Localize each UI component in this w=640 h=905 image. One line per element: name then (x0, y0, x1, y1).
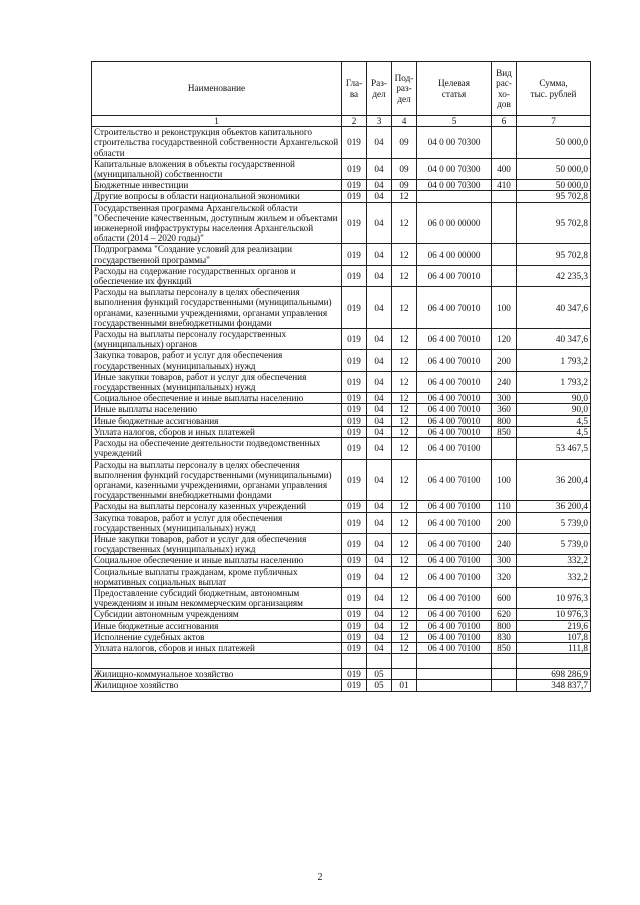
col-number: 3 (367, 116, 392, 127)
cell-glava: 019 (342, 512, 367, 533)
cell-vid (492, 191, 517, 202)
cell-name: Государственная программа Архангельской области "Обеспечение качественным, доступным жильем и объектами инженерной инфраструктуры населения Архангельской области (2014 – 2020 годы)" (92, 202, 342, 244)
cell-target: 06 4 00 70010 (417, 265, 492, 286)
cell-razdel: 04 (367, 191, 392, 202)
table-row (92, 350, 591, 371)
cell-podrazdel: 12 (392, 404, 417, 415)
cell-vid: 800 (492, 415, 517, 426)
cell-glava: 019 (342, 244, 367, 265)
cell-glava (342, 654, 367, 669)
cell-sum: 50 000,0 (517, 158, 591, 179)
header-podrazdel: Под- раз- дел (392, 62, 417, 116)
cell-sum: 4,5 (517, 426, 591, 437)
cell-target: 04 0 00 70300 (417, 158, 492, 179)
cell-target (417, 680, 492, 691)
table-row (92, 609, 591, 620)
col-number: 6 (492, 116, 517, 127)
cell-target: 06 4 00 70100 (417, 438, 492, 459)
cell-sum: 95 702,8 (517, 191, 591, 202)
cell-vid (492, 127, 517, 159)
cell-vid: 410 (492, 180, 517, 191)
cell-target: 06 0 00 00000 (417, 202, 492, 244)
cell-podrazdel: 12 (392, 415, 417, 426)
cell-vid: 600 (492, 587, 517, 608)
cell-sum: 219,6 (517, 620, 591, 631)
cell-razdel: 04 (367, 244, 392, 265)
table-row (92, 566, 591, 587)
cell-sum: 348 837,7 (517, 680, 591, 691)
cell-podrazdel: 12 (392, 393, 417, 404)
header-sum: Сумма, тыс. рублей (517, 62, 591, 116)
cell-sum: 36 200,4 (517, 459, 591, 501)
header-vid: Вид рас- хо- дов (492, 62, 517, 116)
table-row (92, 555, 591, 566)
cell-vid: 100 (492, 287, 517, 329)
cell-vid: 830 (492, 631, 517, 642)
cell-name (92, 654, 342, 669)
table-row (92, 438, 591, 459)
table-row (92, 287, 591, 329)
col-number: 7 (517, 116, 591, 127)
cell-vid (492, 669, 517, 680)
cell-name: Расходы на обеспечение деятельности подведомственных учреждений (92, 438, 342, 459)
cell-sum: 50 000,0 (517, 180, 591, 191)
cell-glava: 019 (342, 501, 367, 512)
page-number: 2 (317, 872, 323, 883)
table-row (92, 393, 591, 404)
cell-podrazdel: 12 (392, 287, 417, 329)
cell-target: 06 4 00 70100 (417, 609, 492, 620)
cell-sum: 1 793,2 (517, 371, 591, 392)
cell-name: Другие вопросы в области национальной экономики (92, 191, 342, 202)
cell-razdel: 04 (367, 404, 392, 415)
cell-vid (492, 265, 517, 286)
cell-glava: 019 (342, 426, 367, 437)
cell-name: Социальные выплаты гражданам, кроме публичных нормативных социальных выплат (92, 566, 342, 587)
cell-sum: 40 347,6 (517, 329, 591, 350)
column-number-row (92, 116, 591, 127)
cell-sum: 50 000,0 (517, 127, 591, 159)
cell-razdel: 04 (367, 512, 392, 533)
cell-podrazdel: 12 (392, 631, 417, 642)
col-number: 4 (392, 116, 417, 127)
cell-glava: 019 (342, 555, 367, 566)
cell-glava: 019 (342, 566, 367, 587)
cell-glava: 019 (342, 669, 367, 680)
cell-vid: 300 (492, 555, 517, 566)
table-row (92, 669, 591, 680)
cell-vid: 120 (492, 329, 517, 350)
table-row-blank (92, 654, 591, 669)
cell-name: Бюджетные инвестиции (92, 180, 342, 191)
cell-name: Уплата налогов, сборов и иных платежей (92, 642, 342, 653)
header-glava: Гла- ва (342, 62, 367, 116)
table-row (92, 329, 591, 350)
cell-glava: 019 (342, 393, 367, 404)
cell-glava: 019 (342, 287, 367, 329)
cell-podrazdel: 01 (392, 680, 417, 691)
cell-podrazdel: 12 (392, 459, 417, 501)
cell-sum: 90,0 (517, 393, 591, 404)
cell-target: 06 4 00 70010 (417, 350, 492, 371)
cell-razdel: 04 (367, 127, 392, 159)
cell-target: 04 0 00 70300 (417, 180, 492, 191)
cell-target: 06 4 00 70010 (417, 426, 492, 437)
cell-name: Иные бюджетные ассигнования (92, 620, 342, 631)
table-row (92, 191, 591, 202)
cell-target: 06 4 00 70010 (417, 393, 492, 404)
cell-podrazdel: 12 (392, 620, 417, 631)
cell-name: Закупка товаров, работ и услуг для обеспечения государственных (муниципальных) нужд (92, 350, 342, 371)
cell-vid: 240 (492, 533, 517, 554)
cell-sum (517, 654, 591, 669)
cell-name: Расходы на выплаты персоналу казенных учреждений (92, 501, 342, 512)
cell-sum: 111,8 (517, 642, 591, 653)
cell-glava: 019 (342, 459, 367, 501)
cell-podrazdel: 12 (392, 642, 417, 653)
table-row (92, 426, 591, 437)
cell-name: Капитальные вложения в объекты государственной (муниципальной) собственности (92, 158, 342, 179)
table-row (92, 415, 591, 426)
cell-target: 06 4 00 70100 (417, 566, 492, 587)
cell-name: Жилищно-коммунальное хозяйство (92, 669, 342, 680)
cell-razdel: 04 (367, 587, 392, 608)
cell-target: 06 4 00 70100 (417, 587, 492, 608)
cell-glava: 019 (342, 533, 367, 554)
header-razdel: Раз- дел (367, 62, 392, 116)
table-row (92, 202, 591, 244)
cell-target: 06 4 00 70100 (417, 512, 492, 533)
col-number: 2 (342, 116, 367, 127)
cell-razdel: 04 (367, 438, 392, 459)
table-row (92, 158, 591, 179)
cell-podrazdel: 12 (392, 555, 417, 566)
cell-sum: 1 793,2 (517, 350, 591, 371)
cell-name: Субсидии автономным учреждениям (92, 609, 342, 620)
cell-vid (492, 438, 517, 459)
cell-glava: 019 (342, 202, 367, 244)
cell-name: Расходы на содержание государственных органов и обеспечение их функций (92, 265, 342, 286)
cell-podrazdel: 12 (392, 426, 417, 437)
cell-name: Социальное обеспечение и иные выплаты населению (92, 555, 342, 566)
header-row (92, 62, 591, 116)
table-row (92, 642, 591, 653)
cell-vid: 110 (492, 501, 517, 512)
cell-razdel: 04 (367, 426, 392, 437)
table-row (92, 404, 591, 415)
cell-razdel: 04 (367, 533, 392, 554)
cell-sum: 90,0 (517, 404, 591, 415)
cell-target: 04 0 00 70300 (417, 127, 492, 159)
cell-razdel: 04 (367, 415, 392, 426)
cell-razdel: 04 (367, 265, 392, 286)
cell-sum: 40 347,6 (517, 287, 591, 329)
cell-razdel: 05 (367, 680, 392, 691)
cell-razdel: 04 (367, 566, 392, 587)
cell-glava: 019 (342, 158, 367, 179)
cell-target: 06 4 00 70010 (417, 371, 492, 392)
cell-glava: 019 (342, 620, 367, 631)
cell-razdel (367, 654, 392, 669)
cell-target: 06 4 00 70010 (417, 287, 492, 329)
cell-target: 06 4 00 70010 (417, 329, 492, 350)
cell-podrazdel (392, 654, 417, 669)
cell-glava: 019 (342, 371, 367, 392)
cell-glava: 019 (342, 415, 367, 426)
cell-sum: 4,5 (517, 415, 591, 426)
cell-razdel: 04 (367, 555, 392, 566)
cell-name: Уплата налогов, сборов и иных платежей (92, 426, 342, 437)
cell-target (417, 654, 492, 669)
cell-vid: 300 (492, 393, 517, 404)
cell-razdel: 04 (367, 329, 392, 350)
cell-vid (492, 244, 517, 265)
cell-name: Социальное обеспечение и иные выплаты населению (92, 393, 342, 404)
cell-name: Иные закупки товаров, работ и услуг для обеспечения государственных (муниципальных) нужд (92, 371, 342, 392)
cell-razdel: 04 (367, 620, 392, 631)
cell-glava: 019 (342, 127, 367, 159)
cell-glava: 019 (342, 587, 367, 608)
cell-podrazdel: 09 (392, 158, 417, 179)
cell-podrazdel: 09 (392, 180, 417, 191)
cell-vid: 240 (492, 371, 517, 392)
cell-podrazdel: 12 (392, 371, 417, 392)
cell-sum: 107,8 (517, 631, 591, 642)
cell-glava: 019 (342, 642, 367, 653)
cell-name: Иные бюджетные ассигнования (92, 415, 342, 426)
cell-razdel: 04 (367, 371, 392, 392)
cell-podrazdel: 12 (392, 587, 417, 608)
table-row (92, 680, 591, 691)
cell-vid: 320 (492, 566, 517, 587)
cell-sum: 95 702,8 (517, 244, 591, 265)
col-number: 1 (92, 116, 342, 127)
cell-vid: 850 (492, 642, 517, 653)
cell-podrazdel: 12 (392, 244, 417, 265)
cell-target: 06 4 00 70100 (417, 620, 492, 631)
cell-vid (492, 654, 517, 669)
budget-table (91, 61, 591, 692)
cell-podrazdel: 12 (392, 566, 417, 587)
table-row (92, 620, 591, 631)
cell-vid (492, 202, 517, 244)
cell-sum: 5 739,0 (517, 512, 591, 533)
cell-razdel: 04 (367, 350, 392, 371)
cell-target: 06 4 00 70010 (417, 404, 492, 415)
cell-name: Жилищное хозяйство (92, 680, 342, 691)
cell-sum: 42 235,3 (517, 265, 591, 286)
cell-target: 06 4 00 70100 (417, 533, 492, 554)
cell-razdel: 04 (367, 287, 392, 329)
cell-podrazdel: 12 (392, 265, 417, 286)
cell-sum: 36 200,4 (517, 501, 591, 512)
cell-vid: 360 (492, 404, 517, 415)
cell-podrazdel: 12 (392, 191, 417, 202)
cell-podrazdel: 12 (392, 350, 417, 371)
cell-sum: 332,2 (517, 566, 591, 587)
cell-sum: 698 286,9 (517, 669, 591, 680)
table-row (92, 244, 591, 265)
cell-glava: 019 (342, 609, 367, 620)
cell-glava: 019 (342, 180, 367, 191)
cell-razdel: 04 (367, 202, 392, 244)
cell-podrazdel: 09 (392, 127, 417, 159)
cell-name: Расходы на выплаты персоналу государственных (муниципальных) органов (92, 329, 342, 350)
cell-vid: 200 (492, 350, 517, 371)
cell-glava: 019 (342, 404, 367, 415)
cell-name: Исполнение судебных актов (92, 631, 342, 642)
cell-podrazdel: 12 (392, 533, 417, 554)
cell-glava: 019 (342, 631, 367, 642)
cell-razdel: 04 (367, 180, 392, 191)
cell-vid: 800 (492, 620, 517, 631)
cell-name: Подпрограмма "Создание условий для реализации государственной программы" (92, 244, 342, 265)
header-name: Наименование (92, 62, 342, 116)
table-row (92, 371, 591, 392)
col-number: 5 (417, 116, 492, 127)
cell-target: 06 4 00 70100 (417, 459, 492, 501)
cell-glava: 019 (342, 329, 367, 350)
cell-name: Расходы на выплаты персоналу в целях обеспечения выполнения функций государственными (муниципальными) органами, казенными учреждениями, органами управления государственными внебюджетными фондами (92, 287, 342, 329)
cell-razdel: 04 (367, 158, 392, 179)
cell-sum: 332,2 (517, 555, 591, 566)
cell-target: 06 4 00 00000 (417, 244, 492, 265)
table-row (92, 587, 591, 608)
cell-target: 06 4 00 70100 (417, 631, 492, 642)
cell-glava: 019 (342, 438, 367, 459)
cell-name: Расходы на выплаты персоналу в целях обеспечения выполнения функций государственными (муниципальными) органами, казенными учреждениями, органами управления государственными внебюджетными фондами (92, 459, 342, 501)
table-body (92, 127, 591, 691)
cell-razdel: 04 (367, 393, 392, 404)
header-target: Целевая статья (417, 62, 492, 116)
cell-podrazdel: 12 (392, 512, 417, 533)
cell-vid: 850 (492, 426, 517, 437)
cell-glava: 019 (342, 265, 367, 286)
cell-name: Иные выплаты населению (92, 404, 342, 415)
cell-podrazdel: 12 (392, 329, 417, 350)
cell-sum: 53 467,5 (517, 438, 591, 459)
table-row (92, 127, 591, 159)
cell-sum: 5 739,0 (517, 533, 591, 554)
cell-podrazdel (392, 669, 417, 680)
cell-sum: 10 976,3 (517, 587, 591, 608)
cell-razdel: 04 (367, 631, 392, 642)
cell-name: Закупка товаров, работ и услуг для обеспечения государственных (муниципальных) нужд (92, 512, 342, 533)
cell-target (417, 669, 492, 680)
cell-target (417, 191, 492, 202)
cell-razdel: 04 (367, 459, 392, 501)
cell-sum: 10 976,3 (517, 609, 591, 620)
table-row (92, 512, 591, 533)
table-row (92, 533, 591, 554)
table-row (92, 265, 591, 286)
table-row (92, 459, 591, 501)
table-row (92, 501, 591, 512)
cell-razdel: 04 (367, 609, 392, 620)
cell-podrazdel: 12 (392, 202, 417, 244)
cell-vid (492, 680, 517, 691)
cell-name: Строительство и реконструкция объектов капитального строительства государственной собственности Архангельской области (92, 127, 342, 159)
table-row (92, 180, 591, 191)
cell-podrazdel: 12 (392, 609, 417, 620)
table-row (92, 631, 591, 642)
cell-vid: 100 (492, 459, 517, 501)
cell-glava: 019 (342, 350, 367, 371)
cell-vid: 400 (492, 158, 517, 179)
cell-razdel: 04 (367, 642, 392, 653)
cell-target: 06 4 00 70100 (417, 642, 492, 653)
cell-name: Иные закупки товаров, работ и услуг для обеспечения государственных (муниципальных) нужд (92, 533, 342, 554)
cell-podrazdel: 12 (392, 501, 417, 512)
cell-sum: 95 702,8 (517, 202, 591, 244)
cell-razdel: 04 (367, 501, 392, 512)
cell-target: 06 4 00 70010 (417, 415, 492, 426)
cell-glava: 019 (342, 191, 367, 202)
cell-target: 06 4 00 70100 (417, 555, 492, 566)
cell-razdel: 05 (367, 669, 392, 680)
cell-vid: 200 (492, 512, 517, 533)
cell-target: 06 4 00 70100 (417, 501, 492, 512)
cell-name: Предоставление субсидий бюджетным, автономным учреждениям и иным некоммерческим организациям (92, 587, 342, 608)
cell-glava: 019 (342, 680, 367, 691)
cell-podrazdel: 12 (392, 438, 417, 459)
cell-vid: 620 (492, 609, 517, 620)
